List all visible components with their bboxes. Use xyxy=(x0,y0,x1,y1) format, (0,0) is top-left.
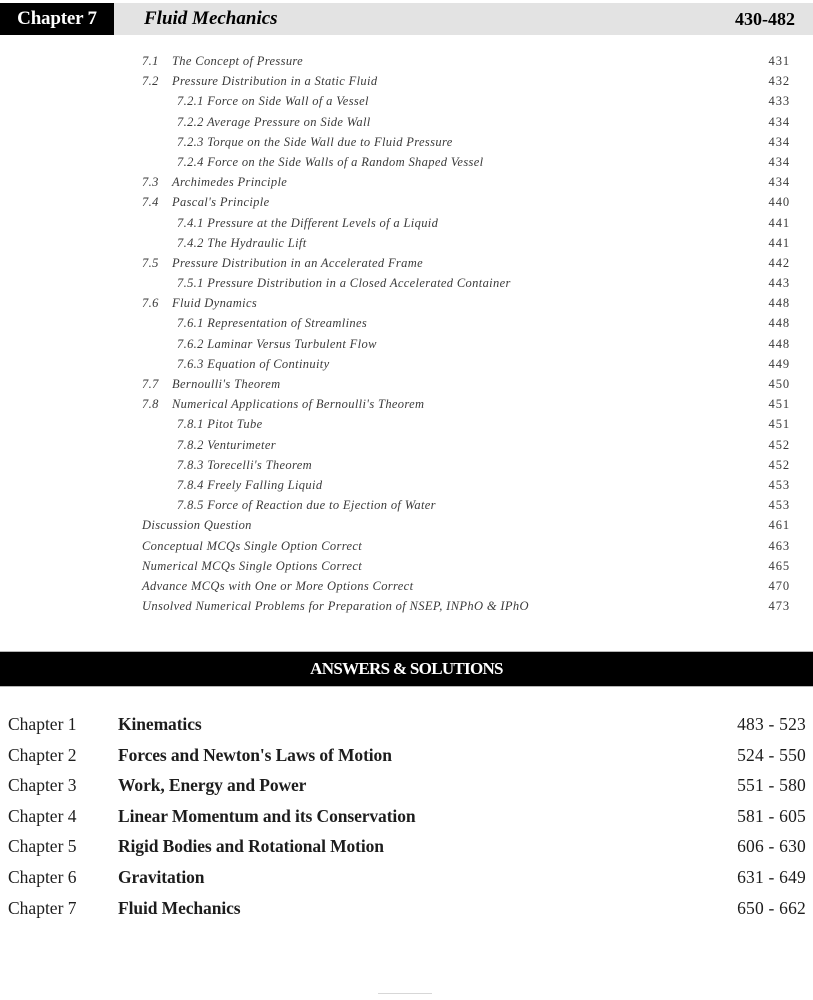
toc-entry-title: 7.2.3 Torque on the Side Wall due to Fluid Pressure xyxy=(177,134,453,149)
answers-chapter-pages: 524 - 550 xyxy=(737,744,806,765)
toc-entry[interactable] xyxy=(0,579,813,599)
answers-chapter-row[interactable] xyxy=(0,836,813,867)
answers-chapter-pages: 650 - 662 xyxy=(737,897,806,918)
answers-chapter-pages: 606 - 630 xyxy=(737,836,806,857)
toc-entry-page: 473 xyxy=(768,599,790,614)
toc-entry[interactable] xyxy=(0,458,813,478)
toc-entry-title: 7.4.1 Pressure at the Different Levels of a Liquid xyxy=(177,215,439,230)
answers-chapter-title: Kinematics xyxy=(118,714,202,734)
toc-entry[interactable] xyxy=(0,599,813,619)
toc-entry-title: Pressure Distribution in an Accelerated Frame xyxy=(172,255,424,270)
toc-entry-page: 434 xyxy=(768,175,790,190)
answers-chapter-label: Chapter 7 xyxy=(8,897,77,918)
toc-entry[interactable] xyxy=(0,256,813,276)
toc-entry-title: Advance MCQs with One or More Options Correct xyxy=(142,578,414,593)
answers-chapter-pages: 551 - 580 xyxy=(737,775,806,796)
answers-chapter-title: Rigid Bodies and Rotational Motion xyxy=(118,836,384,857)
answers-chapter-label: Chapter 5 xyxy=(8,836,77,857)
toc-entry-title: 7.6.1 Representation of Streamlines xyxy=(177,316,368,331)
answers-chapter-title: Forces and Newton's Laws of Motion xyxy=(118,744,392,765)
toc-entry[interactable] xyxy=(0,377,813,397)
toc-entry-number: 7.2 xyxy=(142,74,159,89)
toc-entry[interactable] xyxy=(0,74,813,94)
toc-entry-title: 7.6.2 Laminar Versus Turbulent Flow xyxy=(177,336,377,351)
toc-entry-page: 442 xyxy=(768,255,790,270)
toc-entry-title: 7.8.2 Venturimeter xyxy=(177,437,276,452)
toc-entry-title: 7.2.4 Force on the Side Walls of a Random Shaped Vessel xyxy=(177,154,484,169)
answers-solutions-banner xyxy=(0,651,813,687)
toc-entry[interactable] xyxy=(0,316,813,336)
toc-entry-page: 434 xyxy=(768,154,790,169)
toc-entry-page: 433 xyxy=(768,94,790,109)
toc-entry-page: 451 xyxy=(768,397,790,412)
toc-entry-title: Pascal's Principle xyxy=(172,195,270,210)
toc-entry-title: Fluid Dynamics xyxy=(172,296,258,311)
toc-entry[interactable] xyxy=(0,438,813,458)
toc-entry[interactable] xyxy=(0,498,813,518)
toc-entry-title: Conceptual MCQs Single Option Correct xyxy=(142,538,363,553)
toc-entry-number: 7.4 xyxy=(142,195,159,210)
toc-entry[interactable] xyxy=(0,115,813,135)
toc-entry-page: 448 xyxy=(768,296,790,311)
toc-entry-title: Pressure Distribution in a Static Fluid xyxy=(172,74,378,89)
toc-entry-number: 7.3 xyxy=(142,175,159,190)
toc-entry-title: Numerical MCQs Single Options Correct xyxy=(142,558,363,573)
toc-entry[interactable] xyxy=(0,135,813,155)
toc-entry-page: 452 xyxy=(768,437,790,452)
answers-chapter-row[interactable] xyxy=(0,806,813,837)
answers-chapter-pages: 483 - 523 xyxy=(737,714,806,734)
answers-chapter-title: Fluid Mechanics xyxy=(118,897,241,918)
toc-entry-page: 461 xyxy=(768,518,790,533)
toc-entry-page: 431 xyxy=(768,54,790,68)
answers-chapter-title: Work, Energy and Power xyxy=(118,775,307,796)
toc-entry[interactable] xyxy=(0,54,813,74)
toc-entry-title: 7.8.1 Pitot Tube xyxy=(177,417,263,432)
toc-entry-title: 7.4.2 The Hydraulic Lift xyxy=(177,235,307,250)
toc-entry[interactable] xyxy=(0,276,813,296)
answers-chapter-label: Chapter 4 xyxy=(8,805,77,826)
toc-entry-number: 7.1 xyxy=(142,54,159,68)
chapter-header-bar xyxy=(0,3,813,35)
chapter-number-tag: Chapter 7 xyxy=(0,3,114,35)
answers-chapter-pages: 581 - 605 xyxy=(737,805,806,826)
toc-entry-title: 7.6.3 Equation of Continuity xyxy=(177,356,330,371)
toc-entry[interactable] xyxy=(0,478,813,498)
chapter-page-range: 430-482 xyxy=(735,8,795,29)
toc-entry[interactable] xyxy=(0,296,813,316)
toc-entry-page: 453 xyxy=(768,498,790,513)
toc-entry[interactable] xyxy=(0,559,813,579)
answers-chapter-label: Chapter 3 xyxy=(8,775,77,796)
toc-entry-number: 7.5 xyxy=(142,255,159,270)
toc-entry-page: 441 xyxy=(768,215,790,230)
answers-chapter-pages: 631 - 649 xyxy=(737,866,806,887)
toc-entry-title: Bernoulli's Theorem xyxy=(172,377,281,391)
toc-entry-title: 7.8.3 Torecelli's Theorem xyxy=(177,457,313,472)
toc-entry-page: 448 xyxy=(768,336,790,351)
answers-chapter-row[interactable] xyxy=(0,898,813,929)
toc-entry-page: 441 xyxy=(768,235,790,250)
toc-entry-title: Unsolved Numerical Problems for Preparation of NSEP, INPhO & IPhO xyxy=(142,599,529,614)
toc-entry-page: 449 xyxy=(768,356,790,371)
toc-entry-number: 7.6 xyxy=(142,296,159,311)
table-of-contents xyxy=(0,54,813,619)
toc-entry-title: 7.2.1 Force on Side Wall of a Vessel xyxy=(177,94,369,109)
toc-entry-page: 448 xyxy=(768,316,790,331)
footer-divider xyxy=(378,993,432,994)
toc-entry[interactable] xyxy=(0,397,813,417)
toc-entry-page: 465 xyxy=(768,558,790,573)
toc-entry-title: 7.5.1 Pressure Distribution in a Closed Accelerated Container xyxy=(177,276,511,291)
answers-chapter-title: Gravitation xyxy=(118,866,205,887)
toc-entry-page: 440 xyxy=(768,195,790,210)
toc-entry-page: 470 xyxy=(768,578,790,593)
toc-entry-title: The Concept of Pressure xyxy=(172,54,304,68)
toc-entry-title: 7.2.2 Average Pressure on Side Wall xyxy=(177,114,371,129)
answers-chapter-row[interactable] xyxy=(0,867,813,898)
toc-entry[interactable] xyxy=(0,175,813,195)
toc-entry-page: 434 xyxy=(768,134,790,149)
toc-entry[interactable] xyxy=(0,94,813,114)
answers-chapter-row[interactable] xyxy=(0,714,813,745)
toc-entry-page: 451 xyxy=(768,417,790,432)
toc-entry[interactable] xyxy=(0,539,813,559)
answers-chapter-label: Chapter 2 xyxy=(8,744,77,765)
toc-entry-number: 7.8 xyxy=(142,397,159,412)
toc-entry[interactable] xyxy=(0,518,813,538)
toc-entry-page: 463 xyxy=(768,538,790,553)
toc-entry-number: 7.7 xyxy=(142,377,159,391)
toc-entry[interactable] xyxy=(0,337,813,357)
answers-solutions-label: ANSWERS & SOLUTIONS xyxy=(310,659,503,678)
answers-chapter-label: Chapter 1 xyxy=(8,714,77,734)
answers-chapter-label: Chapter 6 xyxy=(8,866,77,887)
answers-chapter-row[interactable] xyxy=(0,745,813,776)
toc-entry[interactable] xyxy=(0,236,813,256)
toc-entry[interactable] xyxy=(0,357,813,377)
toc-entry-title: Archimedes Principle xyxy=(172,175,288,190)
answers-chapter-title: Linear Momentum and its Conservation xyxy=(118,805,416,826)
toc-entry-title: Discussion Question xyxy=(142,518,252,533)
toc-entry[interactable] xyxy=(0,216,813,236)
toc-entry-page: 432 xyxy=(768,74,790,89)
toc-entry-page: 434 xyxy=(768,114,790,129)
toc-entry-title: 7.8.5 Force of Reaction due to Ejection of Water xyxy=(177,498,436,513)
answers-chapter-list xyxy=(0,714,813,928)
toc-entry-page: 452 xyxy=(768,457,790,472)
toc-entry[interactable] xyxy=(0,417,813,437)
answers-chapter-row[interactable] xyxy=(0,775,813,806)
toc-entry-title: 7.8.4 Freely Falling Liquid xyxy=(177,477,323,492)
toc-entry-page: 450 xyxy=(768,377,790,391)
toc-entry[interactable] xyxy=(0,155,813,175)
toc-entry-title: Numerical Applications of Bernoulli's Theorem xyxy=(172,397,425,412)
toc-entry-page: 443 xyxy=(768,276,790,291)
toc-entry[interactable] xyxy=(0,195,813,215)
toc-entry-page: 453 xyxy=(768,477,790,492)
chapter-title: Fluid Mechanics xyxy=(144,8,278,29)
